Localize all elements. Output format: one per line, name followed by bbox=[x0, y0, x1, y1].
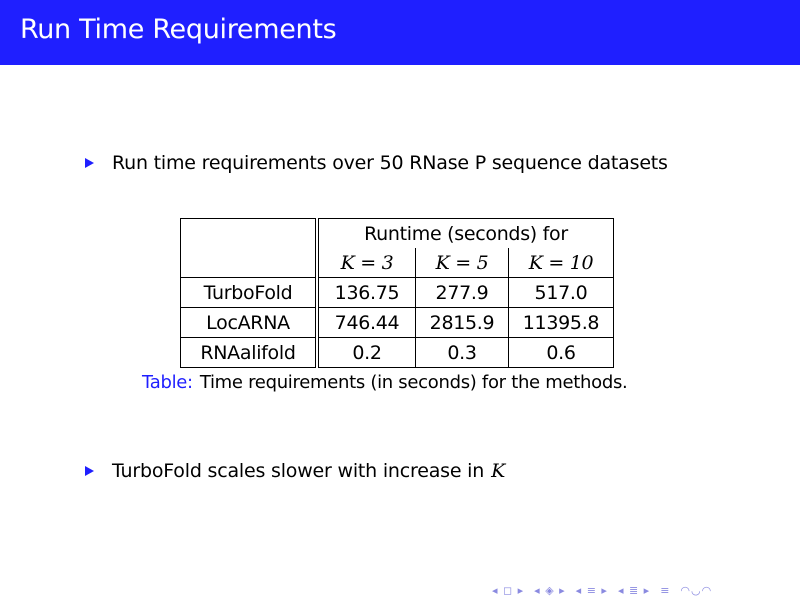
bullet-triangle-icon bbox=[85, 158, 94, 168]
row-method: LocARNA bbox=[181, 308, 318, 338]
nav-document-icon[interactable]: ◂ ≣ ▸ bbox=[617, 584, 651, 597]
column-header: K = 5 bbox=[416, 248, 509, 278]
bullet-text: Run time requirements over 50 RNase P sequence datasets bbox=[112, 152, 668, 174]
nav-search-icon[interactable]: ◠◡◠ bbox=[680, 584, 713, 597]
table-cell: 11395.8 bbox=[509, 308, 614, 338]
table-row bbox=[181, 278, 614, 308]
runtime-table bbox=[180, 218, 614, 368]
bullet-math-k: K bbox=[491, 460, 506, 482]
bullet-item-runtime bbox=[85, 152, 668, 174]
table-row bbox=[181, 338, 614, 368]
table-cell: 0.3 bbox=[416, 338, 509, 368]
caption-text: Time requirements (in seconds) for the methods. bbox=[199, 372, 628, 393]
table-cell: 2815.9 bbox=[416, 308, 509, 338]
table-group-header: Runtime (seconds) for bbox=[317, 219, 614, 249]
row-method: RNAalifold bbox=[181, 338, 318, 368]
table-cell: 0.2 bbox=[317, 338, 416, 368]
column-header: K = 10 bbox=[509, 248, 614, 278]
column-header: K = 3 bbox=[317, 248, 416, 278]
table-cell: 277.9 bbox=[416, 278, 509, 308]
table-cell: 0.6 bbox=[509, 338, 614, 368]
table-cell: 746.44 bbox=[317, 308, 416, 338]
title-bar bbox=[0, 0, 800, 65]
beamer-navigation-bar bbox=[492, 584, 712, 597]
nav-section-icon[interactable]: ◂ ≡ ▸ bbox=[575, 584, 608, 597]
table-row bbox=[181, 308, 614, 338]
slide-title: Run Time Requirements bbox=[20, 14, 337, 45]
table-cell: 517.0 bbox=[509, 278, 614, 308]
table-cell: 136.75 bbox=[317, 278, 416, 308]
table-caption bbox=[142, 372, 627, 393]
bullet-text: TurboFold scales slower with increase in bbox=[112, 460, 485, 482]
caption-label: Table: bbox=[142, 372, 193, 393]
bullet-item-scaling bbox=[85, 460, 505, 482]
nav-subsection-icon[interactable]: ◂ ◈ ▸ bbox=[534, 584, 566, 597]
row-method: TurboFold bbox=[181, 278, 318, 308]
nav-toc-icon[interactable]: ≡ bbox=[660, 584, 671, 597]
nav-frame-icon[interactable]: ◂ ◻ ▸ bbox=[492, 584, 525, 597]
bullet-triangle-icon bbox=[85, 466, 94, 476]
table-corner-cell bbox=[181, 219, 318, 278]
